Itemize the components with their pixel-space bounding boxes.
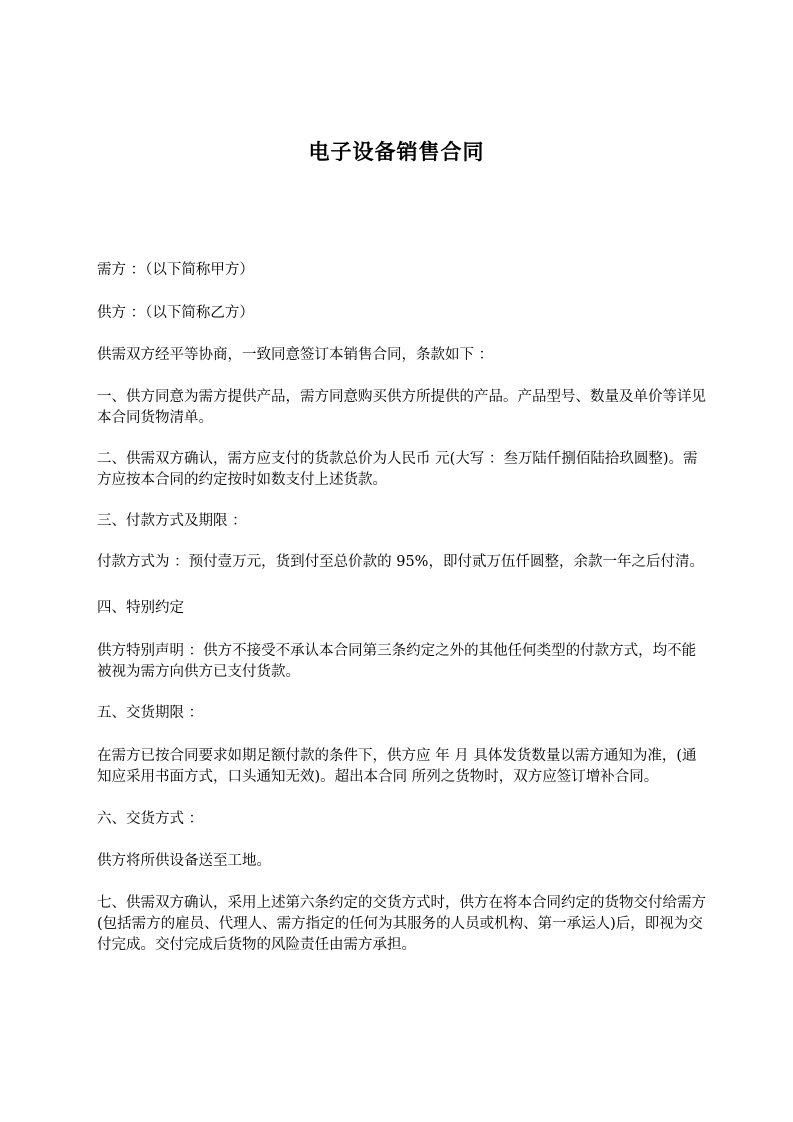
clause-6-heading: 六、交货方式 ：: [97, 811, 204, 827]
clause-4-heading: 四、特别约定: [97, 600, 184, 616]
clause-6-body: 供方将所供设备送至工地。: [97, 853, 271, 869]
document-body: [97, 260, 707, 956]
clause-5-body: 在需方已按合同要求如期足额付款的条件下，供方应 年 月 具体发货数量以需方通知为准，(通知应采用书面方式，口头通知无效)。超出本合同 所列之货物时，双方应签订增补合同。: [97, 748, 697, 785]
clause-seller: 供方 ：（以下简称乙方）: [97, 305, 254, 321]
clause-1: 一、供方同意为需方提供产品，需方同意购买供方所提供的产品。产品型号、数量及单价等详见本合同货物清单。: [97, 389, 706, 426]
clause-buyer: 需方 ：（以下简称甲方）: [97, 262, 254, 278]
clause-3-body: 付款方式为 ：预付壹万元，货到付至总价款的 95%，即付贰万伍仟圆整，余款一年之后付清。: [97, 554, 704, 570]
clause-2: 二、供需双方确认，需方应支付的货款总价为人民币 元(大写 ：叁万陆仟捌佰陆拾玖圆整)。需方应按本合同的约定按时如数支付上述货款。: [97, 451, 698, 488]
clause-4-body: 供方特别声明 ：供方不接受不承认本合同第三条约定之外的其他任何类型的付款方式，均不能被视为需方向供方已支付货款。: [97, 643, 697, 680]
document-title: 电子设备销售合同: [308, 140, 485, 164]
clause-3-heading: 三、付款方式及期限 ：: [97, 513, 247, 529]
clause-7: 七、供需双方确认，采用上述第六条约定的交货方式时，供方在将本合同约定的货物交付给需方(包括需方的雇员、代理人、需方指定的任何为其服务的人员或机构、第一承运人)后，即视为交付完成。交付完成后货物的风险责任由需方承担。: [97, 895, 706, 953]
clause-preamble: 供需双方经平等协商，一致同意签订本销售合同，条款如下 ：: [97, 347, 494, 363]
clause-5-heading: 五、交货期限 ：: [97, 705, 204, 721]
